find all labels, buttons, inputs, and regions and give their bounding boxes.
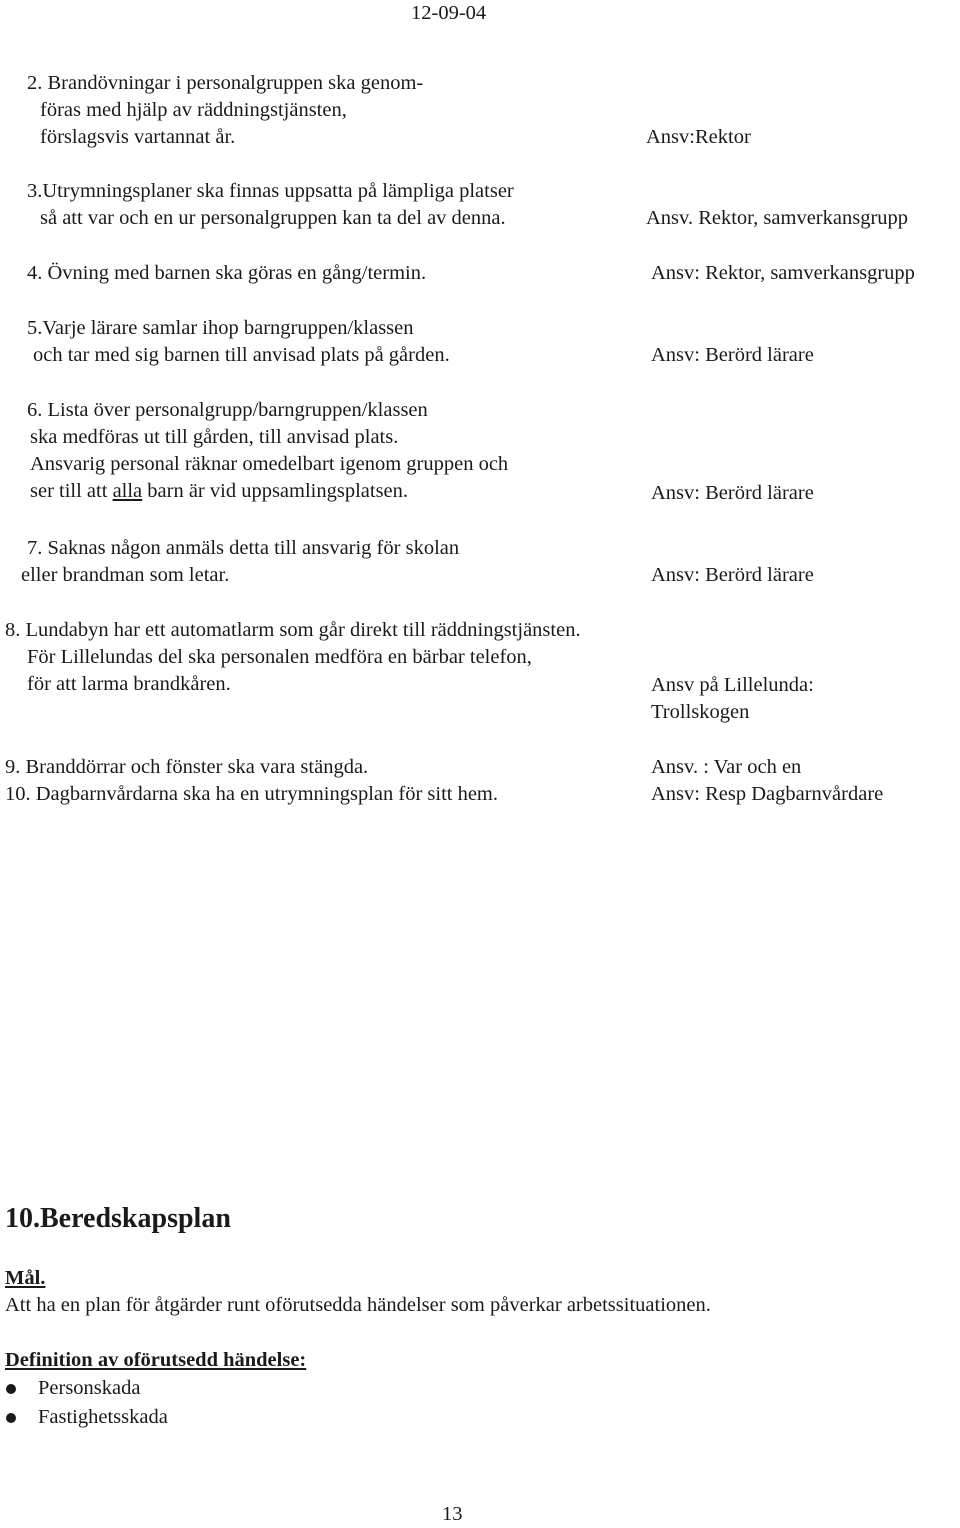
item-6-line-3: Ansvarig personal räknar omedelbart igenom gruppen och	[30, 453, 509, 475]
list-item-label: Personskada	[38, 1377, 141, 1399]
item-2-text	[27, 70, 423, 151]
item-6-line-4-pre: ser till att	[30, 480, 113, 502]
item-2-responsible: Ansv:Rektor	[646, 126, 751, 148]
item-6-line-4-post: barn är vid uppsamlingsplatsen.	[142, 480, 409, 502]
item-10-text: 10. Dagbarnvårdarna ska ha en utrymningsplan för sitt hem.	[5, 783, 499, 805]
list-item	[3, 1374, 168, 1403]
item-9-responsible: Ansv. : Var och en	[651, 756, 802, 778]
item-8-line-2: För Lillelundas del ska personalen medföra en bärbar telefon,	[27, 646, 532, 668]
definition-label: Definition av oförutsedd händelse:	[5, 1349, 307, 1371]
item-3-responsible: Ansv. Rektor, samverkansgrupp	[646, 207, 909, 229]
item-9-text: 9. Branddörrar och fönster ska vara stängda.	[5, 756, 369, 778]
item-2-line-3: förslagsvis vartannat år.	[40, 126, 236, 148]
item-2-line-1: 2. Brandövningar i personalgruppen ska genom-	[27, 72, 424, 94]
item-7-line-1: 7. Saknas någon anmäls detta till ansvarig för skolan	[27, 537, 460, 559]
item-8-responsible-line-2: Trollskogen	[651, 701, 750, 723]
item-8-line-1: 8. Lundabyn har ett automatlarm som går direkt till räddningstjänsten.	[5, 619, 581, 641]
item-5-text	[27, 315, 450, 369]
item-5-responsible: Ansv: Berörd lärare	[651, 344, 814, 366]
section-heading: 10.Beredskapsplan	[5, 1203, 231, 1234]
document-date: 12-09-04	[411, 2, 487, 24]
item-8-responsible	[651, 672, 814, 726]
page-number: 13	[442, 1503, 463, 1525]
item-2-line-2: föras med hjälp av räddningstjänsten,	[40, 99, 347, 121]
item-7-text	[21, 535, 460, 589]
item-6-line-4	[27, 478, 508, 505]
item-8-line-3: för att larma brandkåren.	[27, 673, 231, 695]
item-6-line-1: 6. Lista över personalgrupp/barngruppen/klassen	[27, 399, 428, 421]
goal-text: Att ha en plan för åtgärder runt oförutsedda händelser som påverkar arbetssituationen.	[5, 1294, 711, 1316]
item-6-responsible: Ansv: Berörd lärare	[651, 482, 814, 504]
item-4-responsible: Ansv: Rektor, samverkansgrupp	[651, 262, 915, 284]
definition-list	[3, 1374, 168, 1432]
bullet-icon	[6, 1413, 16, 1423]
goal-label: Mål.	[5, 1267, 46, 1289]
item-3-text	[27, 178, 514, 232]
item-3-line-2: så att var och en ur personalgruppen kan ta del av denna.	[40, 207, 506, 229]
item-8-responsible-line-1: Ansv på Lillelunda:	[651, 674, 814, 696]
item-5-line-2: och tar med sig barnen till anvisad plats på gården.	[33, 344, 450, 366]
list-item	[3, 1403, 168, 1432]
item-5-line-1: 5.Varje lärare samlar ihop barngruppen/klassen	[27, 317, 414, 339]
item-6-emphasis-all: alla	[112, 480, 143, 502]
list-item-label: Fastighetsskada	[38, 1406, 168, 1428]
item-7-responsible: Ansv: Berörd lärare	[651, 564, 814, 586]
item-4-text: 4. Övning med barnen ska göras en gång/termin.	[27, 262, 427, 284]
item-10-responsible: Ansv: Resp Dagbarnvårdare	[651, 783, 884, 805]
item-3-line-1: 3.Utrymningsplaner ska finnas uppsatta på lämpliga platser	[27, 180, 514, 202]
bullet-icon	[6, 1384, 16, 1394]
item-8-text	[5, 617, 581, 698]
item-6-line-2: ska medföras ut till gården, till anvisad plats.	[30, 426, 399, 448]
item-6-text	[27, 397, 508, 505]
item-7-line-2: eller brandman som letar.	[21, 564, 230, 586]
